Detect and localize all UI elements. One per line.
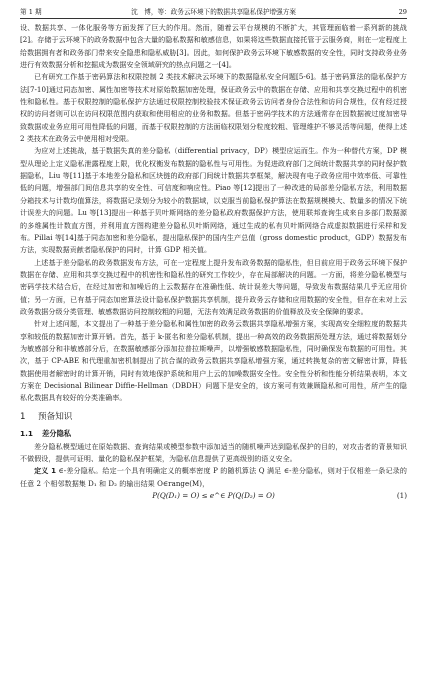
section-title: 预备知识	[38, 411, 73, 422]
page-number: 29	[398, 8, 407, 16]
section-heading-1-1	[20, 427, 407, 441]
running-header	[20, 5, 407, 19]
paragraph-related-crypto: 已有研究工作基于密码算法和权限控制 2 类技术解决云环境下的数据隐私安全问题[5-6]。基于密码算法的隐私保护方法[7-10]通过同态加密、属性加密等技术对原始数据加密处理，保证政务云中的数据在存储、应用和共享交换过程中的机密性和隐私性。基于权限控制的隐私保护方法通过权限控制校验技术保证政务云访问者身份合法性和访问合规性，仅有经过授权的访问者则可以在访问权限范围内获取和使用相应的业务和数据。但基于密码学技术的方法通常存在因数据被过度加密导致数据或业务应用可用性降低的问题，而基于权限控制的方法面临权限划分粒度较粗、管理维护不够灵活等问题，使得上述 2 类技术在政务云中使用相对受限。	[20, 72, 407, 144]
equation-1	[20, 490, 407, 502]
equation-number: (1)	[396, 491, 407, 501]
body-text	[20, 22, 407, 502]
paragraph-contributions: 针对上述问题，本文提出了一种基于差分隐私和属性加密的政务云数据共享隐私增强方案，实现高安全细粒度的数据共享和较低的数据加密计算开销。首先，基于 k-匿名和差分隐私机制，提出一种高效的政务数据预处理方法，通过将数据划分为敏感部分和非敏感部分后，在数据敏感部分添加拉普拉斯噪声，以增强敏感数据隐私性，同时确保发布数据的可用性。其次，基于 CP-ABE 和代理重加密机制提出了抗合谋的政务云数据共享隐私增强方案，通过转换复杂的密文解密计算，降低数据使用者解密时的计算开销，同时有效地保护系统和用户上云的加噪数据安全性。安全性分析和性能分析结果表明，本文方案在 Decisional Bilinear Diffie-Hellman（DBDH）问题下是安全的，该方案可有效兼顾隐私和可用性，所产生的隐私化数据具有较好的分类准确率。	[20, 319, 407, 403]
paragraph-dp-intro: 差分隐私模型通过在原始数据、查询结果或模型参数中添加适当的随机噪声达到隐私保护的目的，对攻击者的背景知识不做假设，提供可证明、量化的隐私保护框架，为隐私信息提供了更高级别的语义安全。	[20, 441, 407, 463]
definition-label: 定义 1	[34, 466, 57, 476]
paragraph-related-dp: 为应对上述挑战，基于数据失真的差分隐私（differential privacy，DP）模型应运而生。作为一种替代方案，DP 模型从理论上定义隐私泄露程度上限，优化权衡发布数据的隐私性与可用性。为促进政府部门之间统计数据共享的同时保护数据隐私，Liu 等[11]基于本地差分隐私和区块链的政府部门间统计数据共享框架，解决现有电子政务应用中效率低、可靠性低的问题，增强部门间信息共享的安全性、可信度和响应性。Piao 等[12]提出了一种改进的局部差分隐私方法，利用数据分箱技术与计数均值算法，将数据记录划分为较小的数据域，以克服当前隐私保护算法在数据规模模大、数量多的情况下统计误差大的问题。Lu 等[13]提出一种基于贝叶斯网络的差分隐私政府数据保护方法，使用联邦查询生成来自多部门数据源的多维属性计数直方图，并利用直方图构建差分隐私贝叶斯网络，通过生成的私有贝叶斯网络合成虚拟数据进行采样和发布。Pillai 等[14]基于同态加密和差分隐私，提出隐私保护的国内生产总值（gross domestic product，GDP）数据发布方法，实现数据贡献者隐私保护的同时，计算 GDP 相关值。	[20, 146, 407, 255]
issue-number: 第 1 期	[20, 8, 42, 16]
section-heading-1	[20, 410, 407, 425]
paragraph-problems: 上述基于差分隐私的政务数据发布方法，可在一定程度上提升发布政务数据的隐私性，但目前应用于政务云环境下保护数据在存储、应用和共享交换过程中的机密性和隐私性的研究工作较少，存在局部解决的问题。一方面，将差分隐私模型与密码学技术结合后，在经过加密和加噪后的上云数据存在准确性低、统计误差大等问题，导致发布数据结果几乎无应用价值；另一方面，已有基于同态加密算法设计隐私保护数据共享机制，提升政务云存储和应用数据的安全性，但存在未对上云政务数据分级分类管理、敏感数据访问控制较粗的问题，无法有效满足政务数据的价值释放及安全保障的要求。	[20, 257, 407, 316]
subsection-number: 1.1	[20, 428, 33, 438]
definition-1	[20, 465, 407, 490]
subsection-title: 差分隐私	[42, 428, 72, 438]
paragraph-intro-continued: 设、数据共享、一体化服务等方面发挥了巨大的作用。然而，随着云平台规模的不断扩大，其管理面临着一系列新的挑战[2]。存储于云环境下的政务数据中包含大量的隐私数据和敏感信息，如果将这些数据直接托管于云服务商，则在一定程度上给数据拥有者和政务部门带来安全隐患和隐私威胁[3]。因此，如何保护政务云环境下敏感数据的安全性，同时支持政务业务进行有效数据分析和挖掘成为数据安全领域研究的热点问题之一[4]。	[20, 23, 407, 70]
definition-text: ∈-差分隐私。给定一个具有明确定义的概率密度 P 的随机算法 Q 满足 ∈-差分隐私，则对于仅相差一条记录的任意 2 个相邻数据集 D₁ 和 D₂ 的输出结果 O∈range(M)，	[20, 466, 408, 488]
equation-body: P(Q(D₁) = O) ≤ e^∈ P(Q(D₂) = O)	[152, 491, 275, 501]
section-number: 1	[20, 411, 26, 422]
running-title: 沈 博，等：政务云环境下的数据共享隐私保护增强方案	[131, 8, 296, 16]
